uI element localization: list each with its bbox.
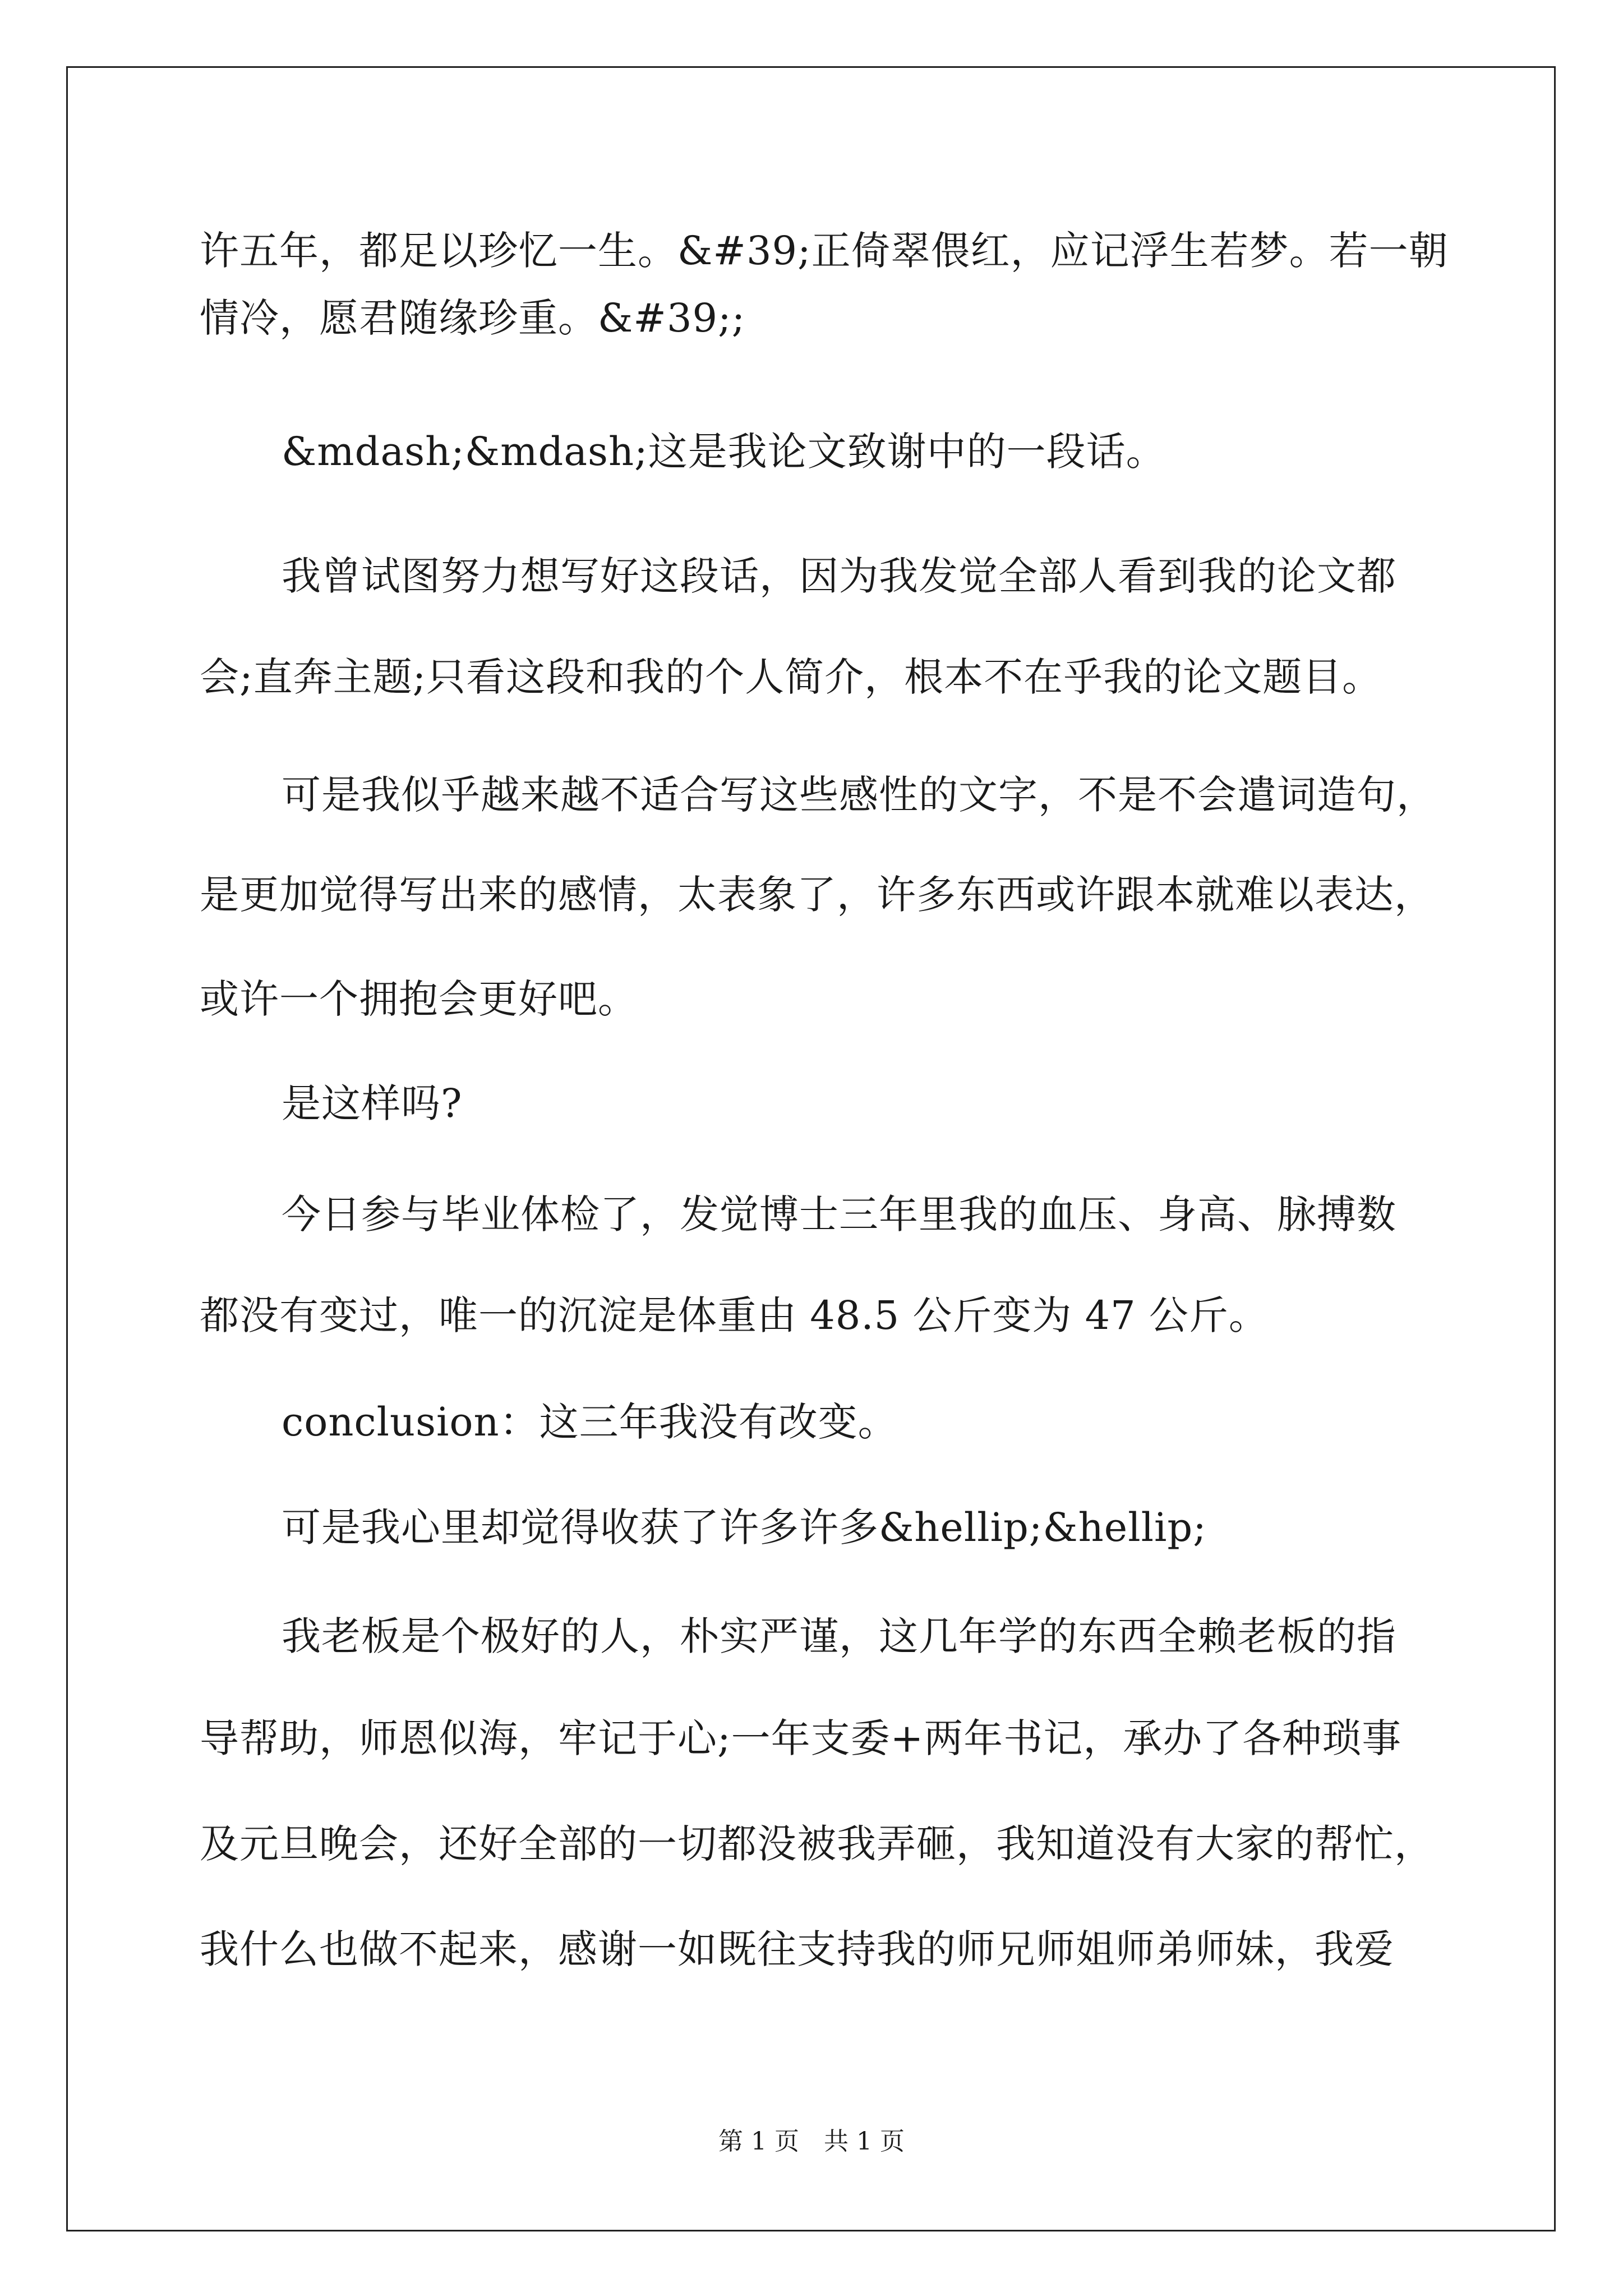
text-line-5: 会;直奔主题;只看这段和我的个人简介，根本不在乎我的论文题目。 <box>200 654 1382 700</box>
text-line-13: 可是我心里却觉得收获了许多许多&hellip;&hellip; <box>282 1504 1207 1550</box>
text-line-2: 情冷，愿君随缘珍重。&#39;; <box>200 295 746 341</box>
text-line-16: 及元旦晚会，还好全部的一切都没被我弄砸，我知道没有大家的帮忙， <box>200 1821 1434 1867</box>
text-line-6: 可是我似乎越来越不适合写这些感性的文字，不是不会遣词造句， <box>282 772 1436 818</box>
page-number-footer: 第 1 页 共 1 页 <box>718 2127 905 2156</box>
text-line-17: 我什么也做不起来，感谢一如既往支持我的师兄师姐师弟师妹，我爱 <box>200 1926 1394 1972</box>
text-line-12: conclusion：这三年我没有改变。 <box>282 1399 898 1445</box>
page-border <box>66 66 1556 2231</box>
text-line-8: 或许一个拥抱会更好吧。 <box>200 976 638 1022</box>
text-line-9: 是这样吗? <box>282 1080 463 1126</box>
text-line-15: 导帮助，师恩似海，牢记于心;一年支委+两年书记，承办了各种琐事 <box>200 1715 1402 1761</box>
text-line-4: 我曾试图努力想写好这段话，因为我发觉全部人看到我的论文都 <box>282 553 1396 599</box>
text-line-10: 今日参与毕业体检了，发觉博士三年里我的血压、身高、脉搏数 <box>282 1191 1396 1237</box>
text-line-3: &mdash;&mdash;这是我论文致谢中的一段话。 <box>282 429 1166 475</box>
text-line-7: 是更加觉得写出来的感情，太表象了，许多东西或许跟本就难以表达， <box>200 872 1434 918</box>
text-line-1: 许五年，都足以珍忆一生。&#39;正倚翠偎红，应记浮生若梦。若一朝 <box>200 228 1449 274</box>
text-line-11: 都没有变过，唯一的沉淀是体重由 48.5 公斤变为 47 公斤。 <box>200 1292 1269 1338</box>
text-line-14: 我老板是个极好的人，朴实严谨，这几年学的东西全赖老板的指 <box>282 1613 1396 1659</box>
